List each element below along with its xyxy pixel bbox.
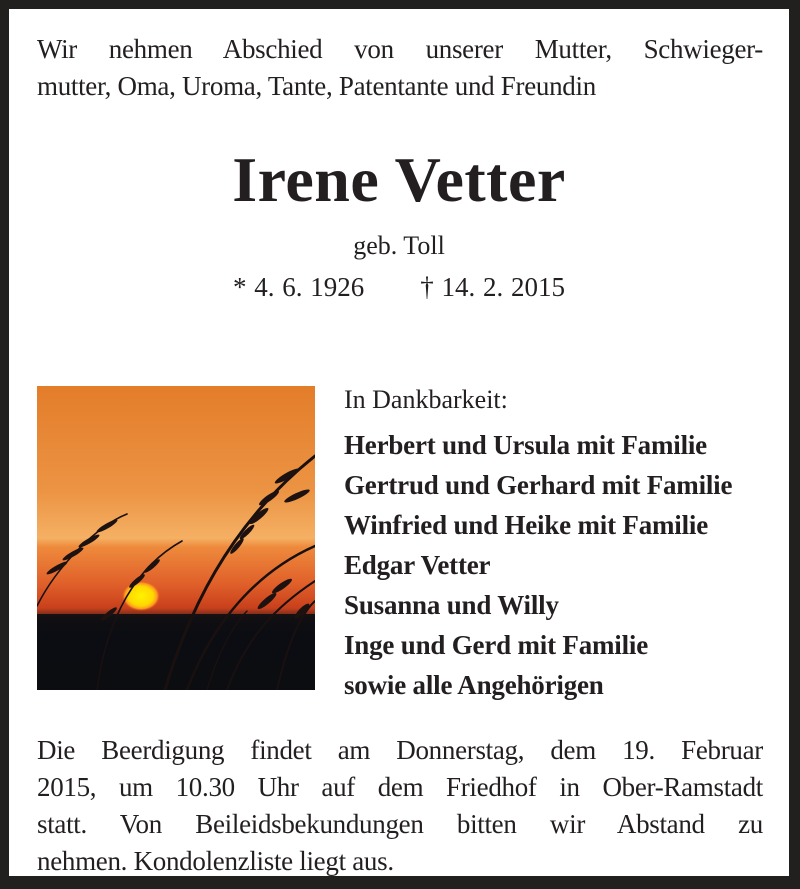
sunset-photo	[37, 386, 315, 690]
funeral-line: Die Beerdigung findet am Donnerstag, dem 19. Februar	[37, 735, 763, 765]
birth-date: * 4. 6. 1926	[233, 272, 365, 302]
intro-line: Wir nehmen Abschied von unserer Mutter, Schwieger-	[37, 34, 763, 64]
mourner-item: Inge und Gerd mit Familie	[344, 630, 648, 660]
funeral-details	[37, 732, 763, 880]
intro-text	[37, 31, 763, 105]
intro-line: mutter, Oma, Uroma, Tante, Patentante und Freundin	[37, 71, 596, 101]
life-dates	[9, 271, 789, 303]
mourner-item: Susanna und Willy	[344, 590, 559, 620]
deceased-name: Irene Vetter	[232, 144, 566, 215]
obituary-card	[9, 9, 789, 876]
funeral-line: 2015, um 10.30 Uhr auf dem Friedhof in Ober-Ramstadt	[37, 772, 763, 802]
thanks-title: In Dankbarkeit:	[344, 385, 508, 414]
mourner-item: sowie alle Angehörigen	[344, 670, 604, 700]
mourner-item: Winfried und Heike mit Familie	[344, 510, 708, 540]
mourner-item: Gertrud und Gerhard mit Familie	[344, 470, 733, 500]
sunset-grass-image-icon	[37, 386, 315, 690]
funeral-line: statt. Von Beileidsbekundungen bitten wir Abstand zu	[37, 809, 763, 839]
mourner-item: Edgar Vetter	[344, 550, 491, 580]
death-date: † 14. 2. 2015	[420, 272, 565, 302]
maiden-name: geb. Toll	[353, 231, 445, 260]
mourner-item: Herbert und Ursula mit Familie	[344, 430, 707, 460]
funeral-line: nehmen. Kondolenzliste liegt aus.	[37, 846, 394, 876]
thanks-section	[344, 385, 784, 705]
